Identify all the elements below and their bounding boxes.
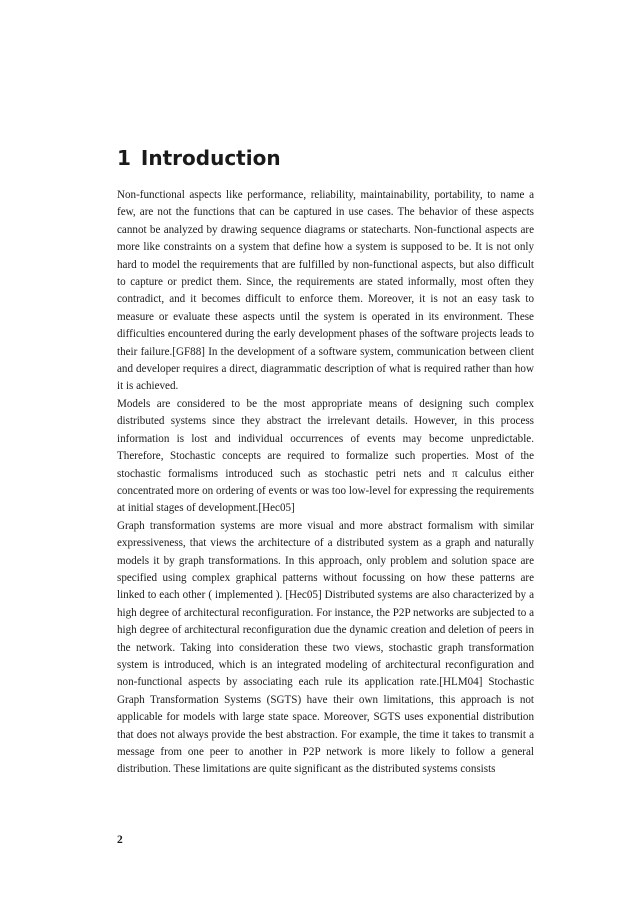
paragraph-nonfunctional-aspects: Non-functional aspects like performance, reliability, maintainability, portability, to name a few, are not the functions that can be captured in use cases. The behavior of these aspects cannot be analyzed by drawing sequence diagrams or statecharts. Non-functional aspects are more like constraints on a system that define how a system is supposed to be. It is not only hard to model the requirements that are fulfilled by non-functional aspects, but also difficult to capture or predict them. Since, the requirements are stated informally, most often they contradict, and it becomes difficult to enforce them. Moreover, it is not an easy task to measure or evaluate these aspects until the system is operated in its environment. These difficulties encountered during the early development phases of the software projects leads to their failure.[GF88] In the development of a software system, communication between client and developer requires a direct, diagrammatic description of what is required rather than how it is achieved. [117,189,534,393]
page-number: 2 [117,834,123,846]
section-heading [117,146,281,170]
body-text [117,187,534,779]
section-number: 1 [117,146,131,170]
paragraph-models: Models are considered to be the most appropriate means of designing such complex distributed systems since they abstract the irrelevant details. However, in this process information is lost and individual occurrences of events may become unpredictable. Therefore, Stochastic concepts are required to formalize such properties. Most of the stochastic formalisms introduced such as stochastic petri nets and π calculus either concentrated more on ordering of events or was too low-level for expressing the requirements at initial stages of development.[Hec05] [117,397,534,515]
paragraph-graph-transformation: Graph transformation systems are more visual and more abstract formalism with similar expressiveness, that views the architecture of a distributed system as a graph and naturally models it by graph transformations. In this approach, only problem and solution space are specified using complex graphical patterns without focussing on how these patterns are linked to each other ( implemented ). [Hec05] Distributed systems are also characterized by a high degree of architectural reconfiguration. For instance, the P2P networks are subjected to a high degree of architectural reconfiguration due the dynamic creation and deletion of peers in the network. Taking into consideration these two views, stochastic graph transformation system is introduced, which is an integrated modeling of architectural reconfiguration and non-functional aspects by associating each rule its application rate.[HLM04] Stochastic Graph Transformation Systems (SGTS) have their own limitations, this approach is not applicable for models with large state space. Moreover, SGTS uses exponential distribution that does not always provide the best abstraction. For example, the time it takes to transmit a message from one peer to another in P2P network is more likely to follow a general distribution. These limitations are quite significant as the distributed systems consists [117,519,534,776]
section-title: Introduction [140,146,281,170]
